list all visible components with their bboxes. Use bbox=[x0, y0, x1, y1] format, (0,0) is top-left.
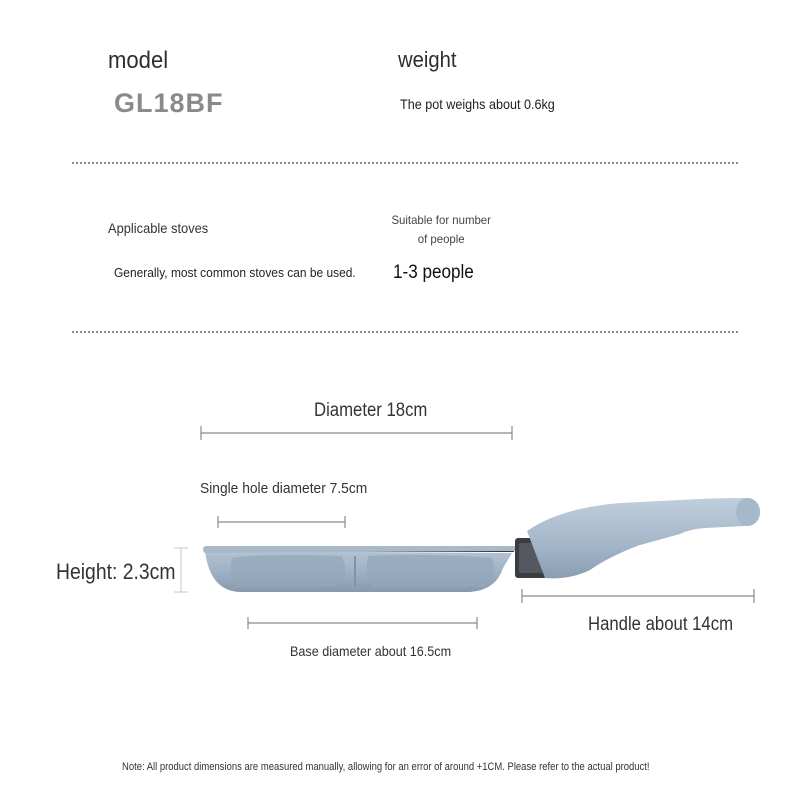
height-label: Height: 2.3cm bbox=[56, 559, 176, 584]
weight-value: The pot weighs about 0.6kg bbox=[400, 96, 555, 112]
disclaimer-note: Note: All product dimensions are measured manually, allowing for an error of around +1CM. Please refer to the actual product! bbox=[122, 761, 650, 773]
pan-handle bbox=[527, 498, 760, 578]
model-label: model bbox=[108, 47, 169, 74]
pan-body bbox=[203, 546, 518, 592]
stove-label: Applicable stoves bbox=[108, 220, 209, 236]
people-label: Suitable for number of people bbox=[391, 213, 491, 246]
model-value: GL18BF bbox=[114, 88, 224, 118]
people-value: 1-3 people bbox=[393, 262, 474, 283]
diameter-label: Diameter 18cm bbox=[314, 400, 428, 421]
handle-label: Handle about 14cm bbox=[588, 614, 734, 635]
hole-diameter-label: Single hole diameter 7.5cm bbox=[200, 480, 368, 497]
weight-label: weight bbox=[398, 47, 457, 72]
stove-value: Generally, most common stoves can be used. bbox=[114, 265, 356, 280]
base-diameter-label: Base diameter about 16.5cm bbox=[290, 643, 452, 659]
